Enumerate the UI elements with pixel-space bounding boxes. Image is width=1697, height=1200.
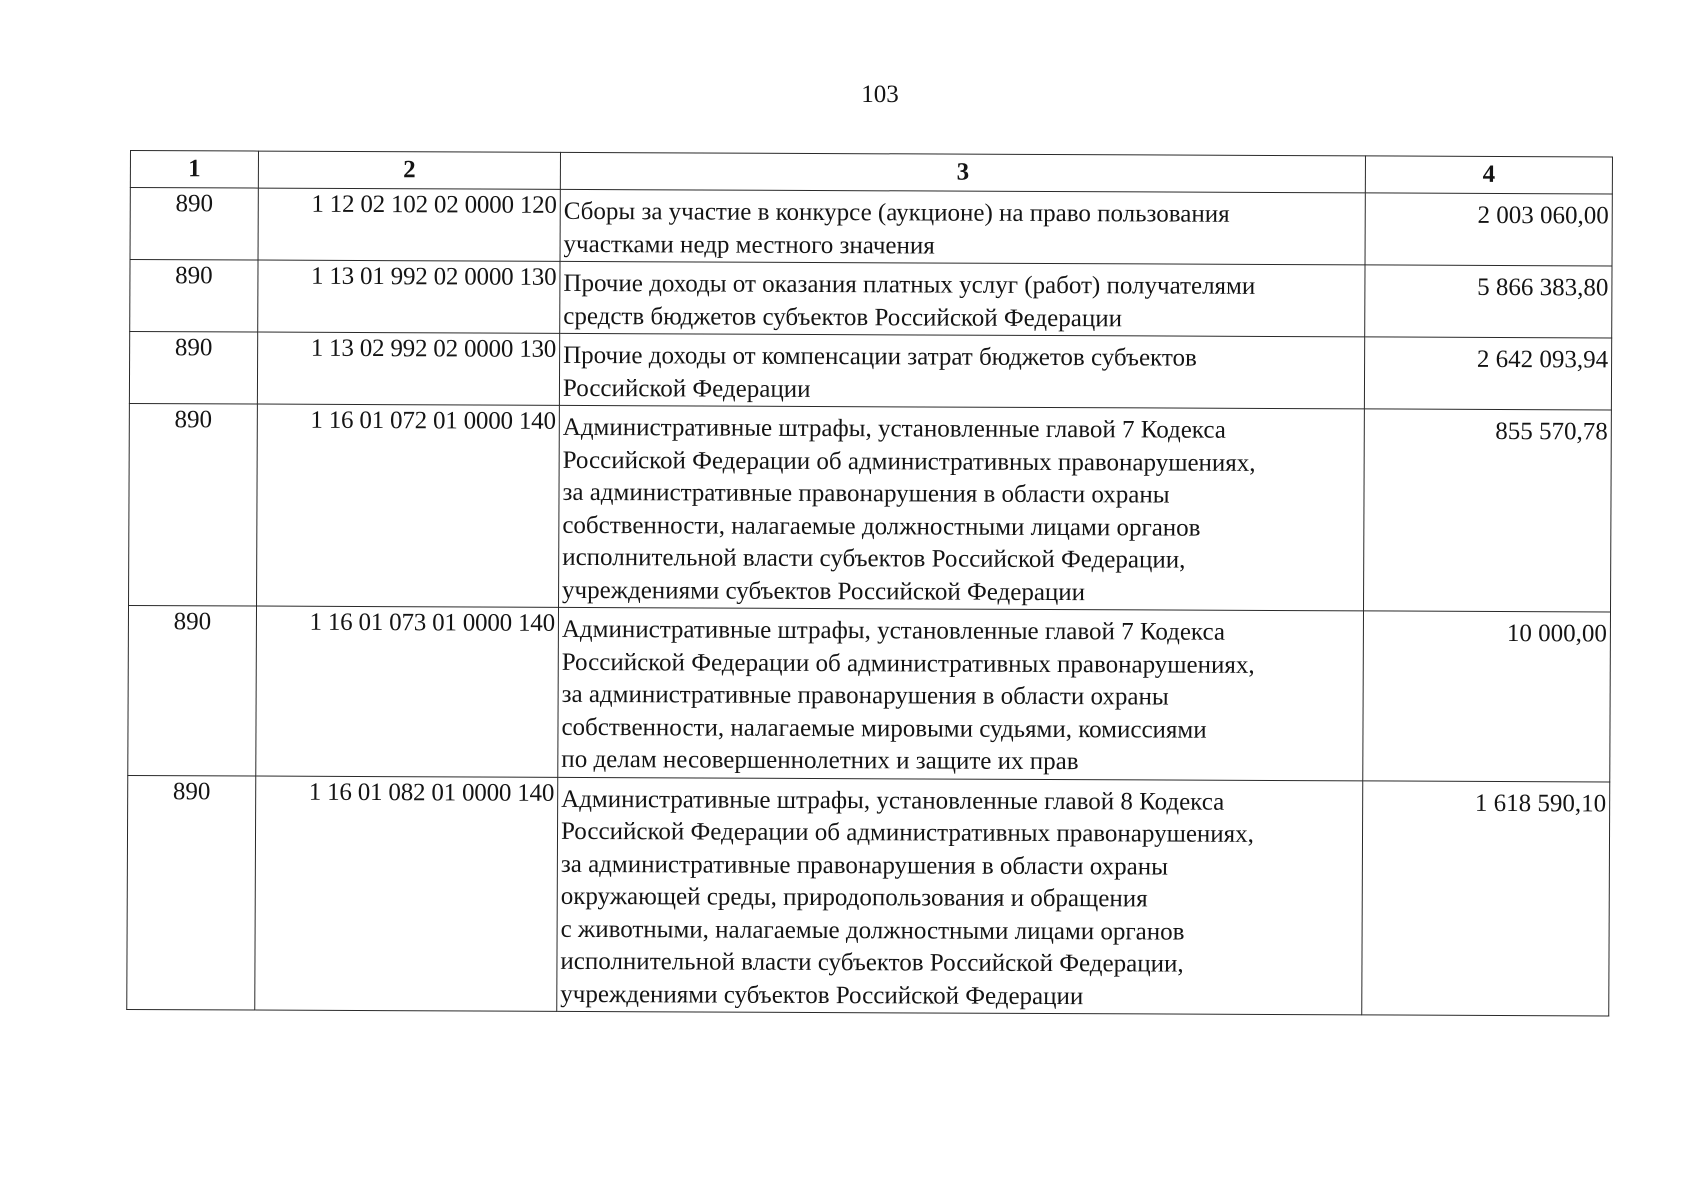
revenue-name-line: учреждениями субъектов Российской Федерации [560, 980, 1084, 1010]
column-header-1: 1 [130, 151, 258, 189]
column-header-3: 3 [560, 152, 1365, 193]
admin-code-cell: 890 [129, 403, 258, 606]
revenue-name-line: окружающей среды, природопользования и обращения [560, 882, 1148, 913]
admin-code-cell: 890 [129, 332, 257, 405]
kbk-code-cell: 1 16 01 082 01 0000 140 [255, 776, 558, 1012]
revenue-name-line: Российской Федерации об административных правонарушениях, [561, 648, 1255, 679]
table-row [128, 605, 1611, 781]
amount-cell: 1 618 590,10 [1362, 780, 1610, 1016]
admin-code-cell: 890 [130, 260, 258, 333]
revenue-name-line: по делам несовершеннолетних и защите их прав [561, 745, 1079, 776]
revenue-name-cell [560, 189, 1365, 265]
revenue-name-line: Административные штрафы, установленные главой 7 Кодекса [561, 615, 1226, 646]
revenue-name-line: Сборы за участие в конкурсе (аукционе) на право пользования [563, 197, 1230, 228]
revenue-name-line: Прочие доходы от компенсации затрат бюджетов субъектов [563, 341, 1197, 372]
revenue-name-line: исполнительной власти субъектов Российской Федерации, [562, 543, 1186, 574]
admin-code-cell: 890 [127, 775, 256, 1010]
kbk-code-cell: 1 12 02 102 02 0000 120 [258, 188, 560, 261]
revenue-name-line: собственности, налагаемые мировыми судьями, комиссиями [561, 713, 1207, 744]
revenue-name-line: за административные правонарушения в области охраны [562, 478, 1170, 509]
admin-code-cell: 890 [128, 605, 257, 775]
amount-cell: 5 866 383,80 [1365, 265, 1612, 338]
amount-cell: 10 000,00 [1363, 611, 1611, 782]
revenue-name-line: Российской Федерации [562, 374, 811, 403]
revenue-name-line: Прочие доходы от оказания платных услуг (работ) получателями [563, 269, 1256, 300]
revenue-name-line: исполнительной власти субъектов Российской Федерации, [560, 947, 1184, 978]
revenue-name-line: собственности, налагаемые должностными лицами органов [562, 511, 1201, 542]
revenue-name-cell [559, 405, 1365, 611]
table-row [129, 403, 1612, 611]
revenue-name-line: средств бюджетов субъектов Российской Федерации [563, 302, 1123, 332]
amount-cell: 2 642 093,94 [1364, 337, 1611, 410]
revenue-name-line: Российской Федерации об административных правонарушениях, [562, 446, 1256, 477]
column-header-2: 2 [258, 151, 560, 189]
revenue-name-line: с животными, налагаемые должностными лицами органов [560, 915, 1185, 946]
revenue-name-line: Административные штрафы, установленные главой 7 Кодекса [562, 413, 1226, 444]
table-row [130, 260, 1612, 338]
table-row [130, 188, 1612, 266]
revenue-name-line: Административные штрафы, установленные главой 8 Кодекса [561, 785, 1225, 816]
revenue-name-cell [560, 261, 1365, 337]
revenue-table [126, 150, 1613, 1016]
table-header-row [130, 151, 1612, 194]
revenue-name-line: учреждениями субъектов Российской Федерации [562, 576, 1086, 606]
revenue-name-line: за административные правонарушения в области охраны [560, 850, 1168, 881]
revenue-name-cell [557, 777, 1363, 1015]
kbk-code-cell: 1 16 01 072 01 0000 140 [257, 404, 560, 607]
revenue-name-line: за административные правонарушения в области охраны [561, 680, 1169, 711]
kbk-code-cell: 1 13 01 992 02 0000 130 [258, 260, 560, 333]
admin-code-cell: 890 [130, 188, 258, 261]
revenue-name-cell [558, 607, 1364, 780]
amount-cell: 2 003 060,00 [1365, 193, 1612, 266]
revenue-name-line: участками недр местного значения [563, 230, 935, 260]
amount-cell: 855 570,78 [1364, 409, 1612, 612]
kbk-code-cell: 1 16 01 073 01 0000 140 [256, 606, 559, 777]
revenue-name-cell [559, 333, 1364, 409]
table-row [127, 775, 1610, 1016]
kbk-code-cell: 1 13 02 992 02 0000 130 [257, 332, 559, 405]
revenue-name-line: Российской Федерации об административных правонарушениях, [560, 817, 1255, 848]
table-row [129, 332, 1611, 410]
page-number: 103 [861, 81, 899, 108]
column-header-4: 4 [1365, 156, 1612, 194]
